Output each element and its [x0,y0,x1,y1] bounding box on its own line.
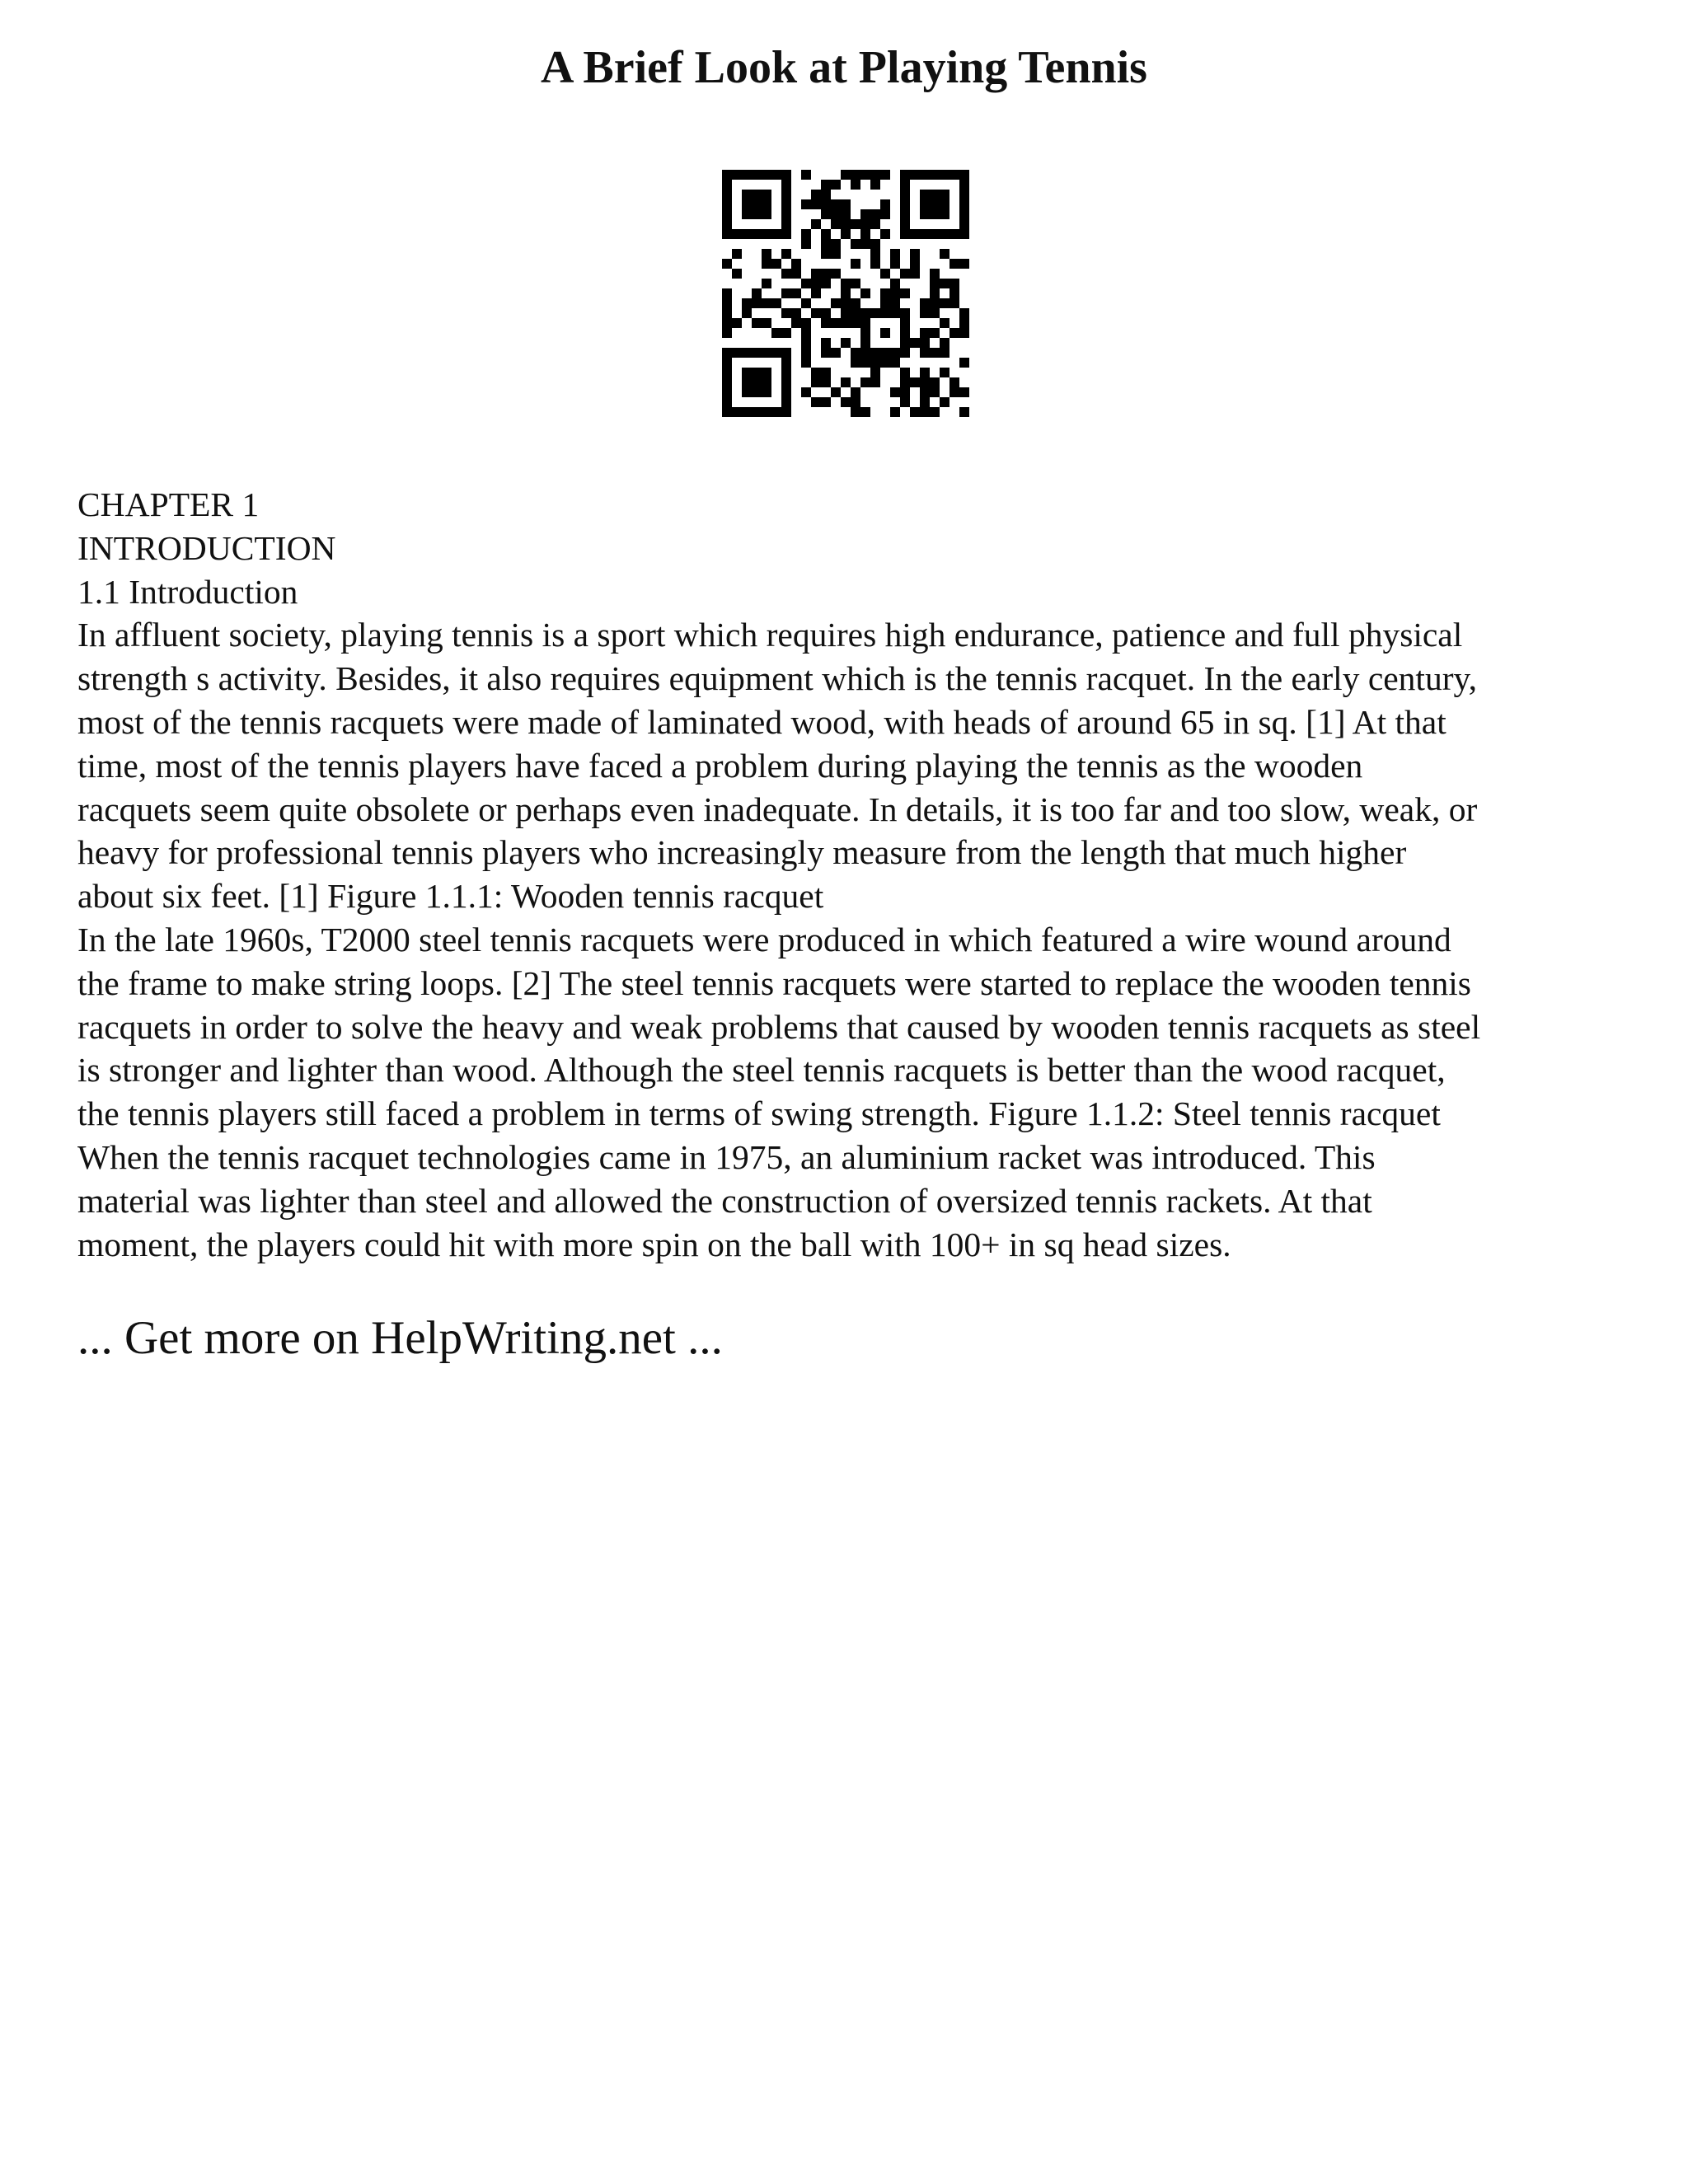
paragraph-line: heavy for professional tennis players who increasingly measure from the length that much higher [77,833,1407,872]
paragraph-line: racquets in order to solve the heavy and weak problems that caused by wooden tennis racquets as steel [77,1007,1481,1046]
paragraph-line: most of the tennis racquets were made of laminated wood, with heads of around 65 in sq. [1] At that [77,702,1447,741]
paragraph-3 [77,1136,1627,1266]
paragraph-line: moment, the players could hit with more spin on the ball with 100+ in sq head sizes. [77,1225,1231,1263]
paragraph-1 [77,613,1627,918]
paragraph-line: racquets seem quite obsolete or perhaps even inadequate. In details, it is too far and too slow, weak, or [77,790,1478,828]
chapter-number: CHAPTER 1 [77,485,260,523]
paragraph-line: about six feet. [1] Figure 1.1.1: Wooden tennis racquet [77,877,824,916]
section-heading: 1.1 Introduction [77,572,298,611]
document-body [77,483,1627,1266]
paragraph-line: time, most of the tennis players have faced a problem during playing the tennis as the wooden [77,746,1363,785]
paragraph-line: the frame to make string loops. [2] The steel tennis racquets were started to replace the wooden tennis [77,963,1471,1002]
qr-code[interactable] [722,170,969,417]
paragraph-line: In the late 1960s, T2000 steel tennis racquets were produced in which featured a wire wound around [77,920,1451,958]
paragraph-line: In affluent society, playing tennis is a sport which requires high endurance, patience and full physical [77,616,1463,654]
paragraph-2 [77,918,1627,1136]
paragraph-line: When the tennis racquet technologies came in 1975, an aluminium racket was introduced. This [77,1137,1376,1176]
get-more-link[interactable]: ... Get more on HelpWriting.net ... [77,1312,723,1364]
paragraph-line: strength s activity. Besides, it also requires equipment which is the tennis racquet. In the early century, [77,659,1477,698]
paragraph-line: is stronger and lighter than wood. Although the steel tennis racquets is better than the wood racquet, [77,1051,1446,1090]
chapter-title: INTRODUCTION [77,528,336,567]
paragraph-line: the tennis players still faced a problem in terms of swing strength. Figure 1.1.2: Steel tennis racquet [77,1094,1441,1133]
paragraph-line: material was lighter than steel and allowed the construction of oversized tennis rackets. At that [77,1181,1372,1220]
qr-code-icon [722,170,969,417]
page-title: A Brief Look at Playing Tennis [541,42,1147,93]
